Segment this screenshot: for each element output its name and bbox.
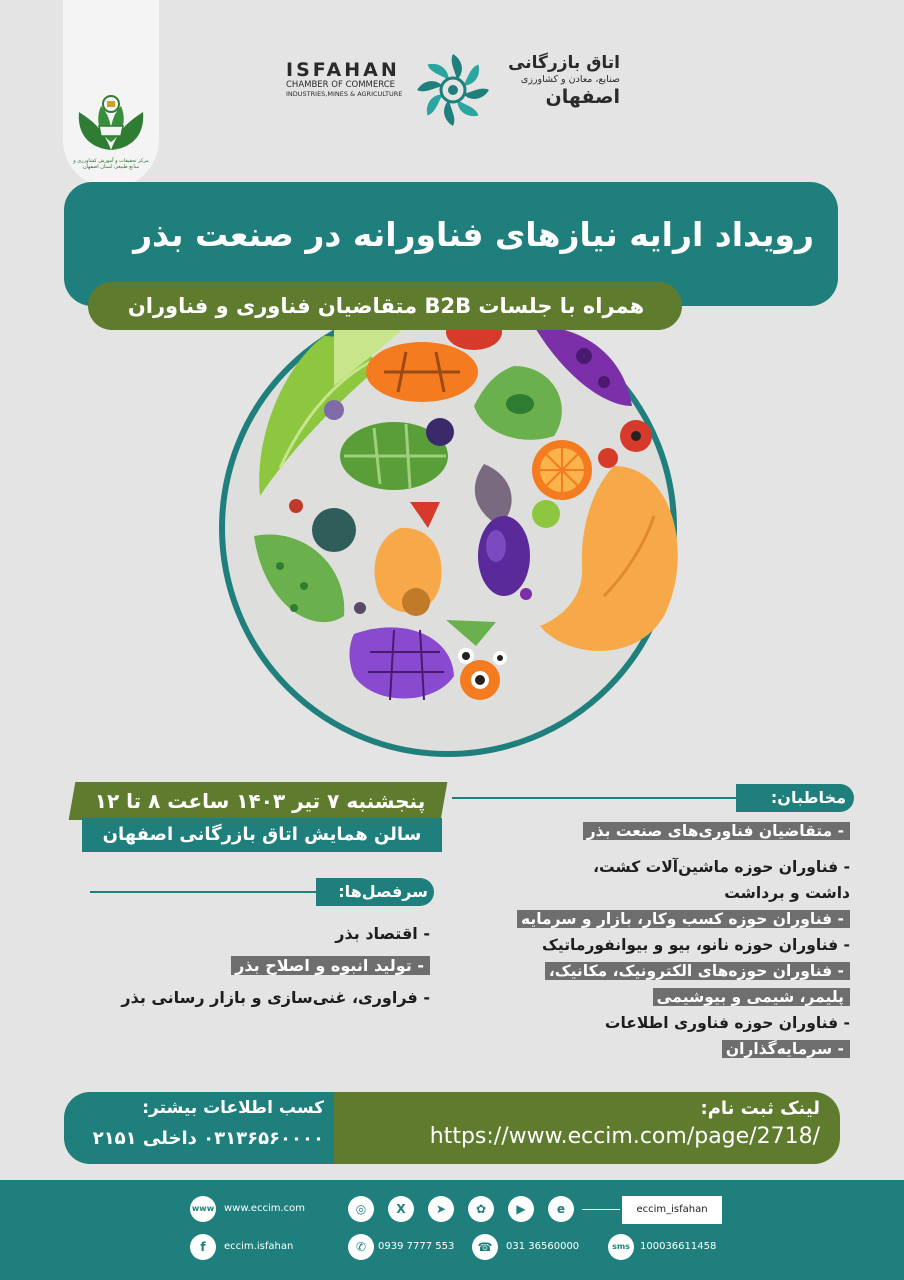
list-item	[450, 958, 850, 984]
list-item: داشت و برداشت	[724, 884, 850, 902]
topics-list	[90, 918, 430, 1014]
audience-divider	[452, 797, 742, 799]
youtube-icon[interactable]: ▶	[508, 1196, 534, 1222]
list-item: - اقتصاد بذر	[335, 924, 430, 943]
facebook-icon[interactable]: f	[190, 1234, 216, 1260]
sms-icon[interactable]: sms	[608, 1234, 634, 1260]
chamber-fa-line2: صنایع، معادن و کشاورزی	[520, 74, 620, 85]
audience-title: مخاطبان:	[770, 788, 846, 807]
chamber-sectors: INDUSTRIES,MINES & AGRICULTURE	[286, 90, 403, 98]
footer	[0, 1180, 904, 1280]
x-icon[interactable]: X	[388, 1196, 414, 1222]
phone-icon[interactable]: ☎	[472, 1234, 498, 1260]
seed-illustration	[184, 296, 712, 770]
event-venue: سالن همایش اتاق بازرگانی اصفهان	[102, 824, 422, 845]
telegram-icon[interactable]: ➤	[428, 1196, 454, 1222]
chamber-name-persian	[496, 54, 620, 108]
topics-title: سرفصل‌ها:	[338, 882, 428, 901]
list-item	[450, 906, 850, 932]
chamber-city: ISFAHAN	[286, 59, 400, 81]
audience-item: - سرمایه‌گذاران	[722, 1040, 850, 1058]
facebook-link[interactable]: eccim.isfahan	[224, 1241, 294, 1252]
sms-number[interactable]: 100036611458	[640, 1241, 717, 1252]
registration-link[interactable]: https://www.eccim.com/page/2718/	[429, 1124, 820, 1149]
list-item: - فناوران حوزه فناوری اطلاعات	[604, 1014, 850, 1032]
aparat-icon[interactable]: ✿	[468, 1196, 494, 1222]
whatsapp-number[interactable]: 0939 7777 553	[378, 1241, 455, 1252]
phone-number[interactable]: 031 36560000	[506, 1241, 580, 1252]
event-date: پنجشنبه ۷ تیر ۱۴۰۳ ساعت ۸ تا ۱۲	[94, 789, 426, 813]
event-subtitle: همراه با جلسات B2B متقاضیان فناوری و فناوران	[127, 294, 645, 318]
topic-item: - تولید انبوه و اصلاح بذر	[231, 956, 430, 975]
instagram-icon[interactable]: ◎	[348, 1196, 374, 1222]
event-title: رویداد ارایه نیازهای فناورانه در صنعت بذر	[133, 215, 814, 254]
audience-item: پلیمر، شیمی و بیوشیمی	[653, 988, 850, 1006]
list-item: - فناوران حوزه ماشین‌آلات کشت،	[593, 858, 850, 876]
whatsapp-icon[interactable]: ✆	[348, 1234, 374, 1260]
topics-divider	[90, 891, 318, 893]
chamber-logo-icon	[413, 50, 493, 134]
social-handle[interactable]: eccim_isfahan	[622, 1196, 722, 1224]
wheat-emblem-icon	[69, 90, 153, 156]
social-divider	[582, 1209, 620, 1210]
audience-list	[450, 818, 850, 1062]
audience-item: - فناوران حوزه‌های الکترونیک، مکانیک،	[545, 962, 850, 980]
list-item: - فراوری، غنی‌سازی و بازار رسانی بذر	[121, 988, 430, 1007]
website-link[interactable]: www.eccim.com	[224, 1203, 306, 1214]
registration-label: لینک ثبت نام:	[700, 1098, 820, 1119]
list-item: - فناوران حوزه نانو، بیو و بیوانفورماتیک	[542, 936, 850, 954]
audience-item: - فناوران حوزه کسب وکار، بازار و سرمایه	[517, 910, 850, 928]
web-icon: www	[190, 1196, 216, 1222]
chamber-name: CHAMBER OF COMMERCE	[286, 80, 396, 90]
chamber-name-english	[286, 60, 410, 99]
list-item	[450, 984, 850, 1010]
list-item	[450, 818, 850, 844]
audience-item: - متقاضیان فناوری‌های صنعت بذر	[583, 822, 850, 840]
more-info-label: کسب اطلاعات بیشتر:	[142, 1098, 324, 1118]
chamber-fa-line1: اتاق بازرگانی	[508, 53, 620, 73]
list-item	[450, 1036, 850, 1062]
research-center-badge	[63, 0, 159, 188]
list-item	[90, 950, 430, 982]
eitaa-icon[interactable]: e	[548, 1196, 574, 1222]
chamber-fa-line3: اصفهان	[545, 86, 620, 108]
more-info-phone: ۰۳۱۳۶۵۶۰۰۰۰ داخلی ۲۱۵۱	[92, 1128, 324, 1149]
badge-text: مرکز تحقیقات و آموزش کشاورزی و منابع طبیعی استان اصفهان	[73, 158, 149, 170]
